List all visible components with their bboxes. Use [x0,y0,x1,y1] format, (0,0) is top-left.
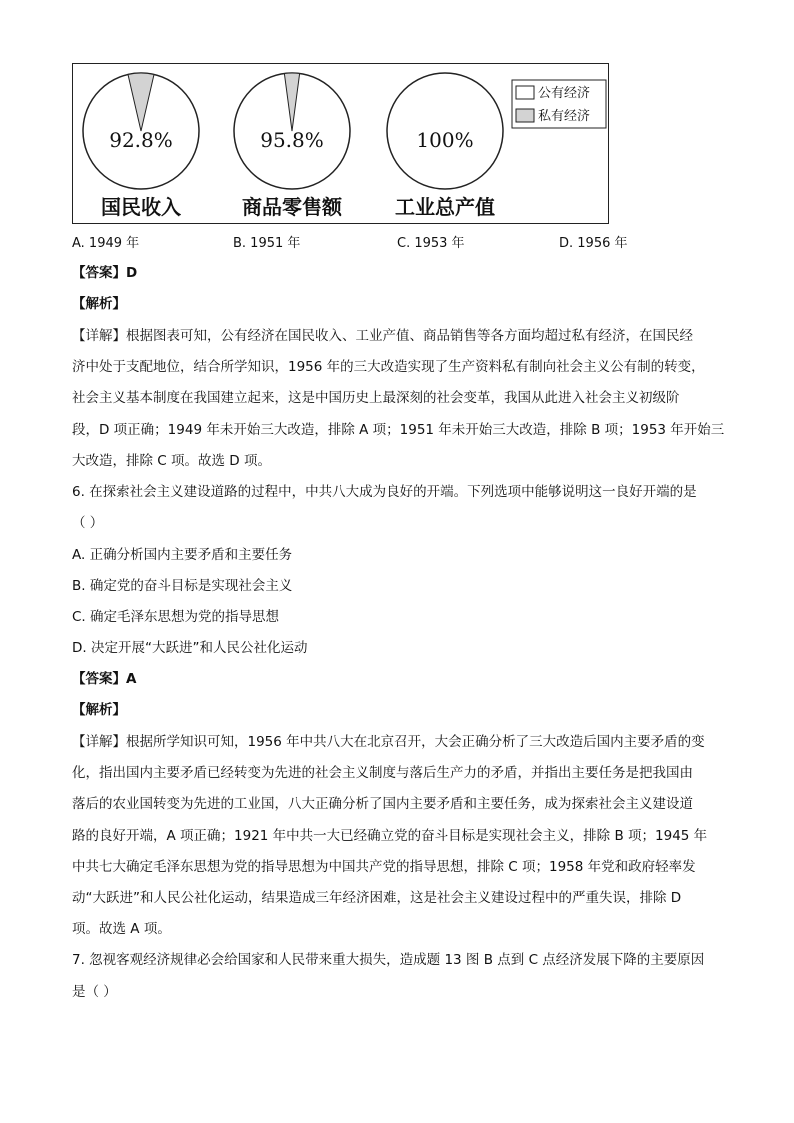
q6-answer: 【答案】A [72,671,137,687]
q5-option-b: B. 1951 年 [233,236,301,251]
q6-detail-line: 化，指出国内主要矛盾已经转变为先进的社会主义制度与落后生产力的矛盾，并指出主要任务是把我国由 [72,765,693,781]
pie-chart [387,73,503,219]
q7-stem-line: 7. 忽视客观经济规律必会给国家和人民带来重大损失，造成题 13 图 B 点到 C 点经济发展下降的主要原因 [72,952,705,968]
q5-detail-line: 【详解】根据图表可知，公有经济在国民收入、工业产值、商品销售等各方面均超过私有经济，在国民经 [72,328,693,344]
q5-analysis-title: 【解析】 [72,296,126,312]
q6-detail-line: 落后的农业国转变为先进的工业国，八大正确分析了国内主要矛盾和主要任务，成为探索社会主义建设道 [72,796,693,812]
q5-option-a: A. 1949 年 [72,236,140,251]
q6-stem-line: 6. 在探索社会主义建设道路的过程中，中共八大成为良好的开端。下列选项中能够说明这一良好开端的是 [72,484,697,500]
legend [512,80,606,128]
q6-option-c: C. 确定毛泽东思想为党的指导思想 [72,609,280,625]
legend-label-public: 公有经济 [538,86,591,101]
pie-caption: 商品零售额 [242,195,342,219]
q6-detail-line: 路的良好开端，A 项正确；1921 年中共一大已经确立党的奋斗目标是实现社会主义，排除 B 项；1945 年 [72,828,708,844]
q6-detail-line: 中共七大确定毛泽东思想为党的指导思想为中国共产党的指导思想，排除 C 项；1958 年党和政府轻率发 [72,859,696,875]
pie-chart-figure [72,63,609,224]
q5-detail-line: 社会主义基本制度在我国建立起来，这是中国历史上最深刻的社会变革，我国从此进入社会主义初级阶 [72,390,680,406]
q6-detail-line: 【详解】根据所学知识可知，1956 年中共八大在北京召开，大会正确分析了三大改造后国内主要矛盾的变 [72,734,705,750]
q5-option-c: C. 1953 年 [397,236,465,251]
q6-stem-line: （ ） [72,515,104,531]
pie-percent-label: 95.8% [260,128,324,152]
q6-option-b: B. 确定党的奋斗目标是实现社会主义 [72,578,293,594]
q5-detail-line: 段，D 项正确；1949 年未开始三大改造，排除 A 项；1951 年未开始三大改造，排除 B 项；1953 年开始三 [72,422,725,438]
pie-caption: 国民收入 [101,195,181,219]
pie-percent-label: 100% [416,128,474,152]
pie-percent-label: 92.8% [109,128,173,152]
q5-detail-line: 济中处于支配地位，结合所学知识，1956 年的三大改造实现了生产资料私有制向社会主义公有制的转变， [72,359,705,375]
q6-detail-line: 动“大跃进”和人民公社化运动，结果造成三年经济困难，这是社会主义建设过程中的严重失误，排除 D [72,890,682,906]
q6-detail-line: 项。故选 A 项。 [72,921,171,937]
pie-caption: 工业总产值 [395,195,495,219]
q6-option-a: A. 正确分析国内主要矛盾和主要任务 [72,547,293,563]
q5-detail-line: 大改造，排除 C 项。故选 D 项。 [72,453,271,469]
q5-answer: 【答案】D [72,265,138,281]
q5-option-d: D. 1956 年 [559,236,628,251]
legend-label-private: 私有经济 [538,109,591,124]
q5-options [72,232,692,254]
q6-option-d: D. 决定开展“大跃进”和人民公社化运动 [72,640,308,656]
q7-stem-line: 是（ ） [72,984,117,1000]
q6-analysis-title: 【解析】 [72,702,126,718]
pie-chart [234,73,350,219]
pie-chart [83,73,199,219]
legend-swatch-private [516,109,534,122]
legend-swatch-public [516,86,534,99]
pie-chart-svg [73,64,610,225]
